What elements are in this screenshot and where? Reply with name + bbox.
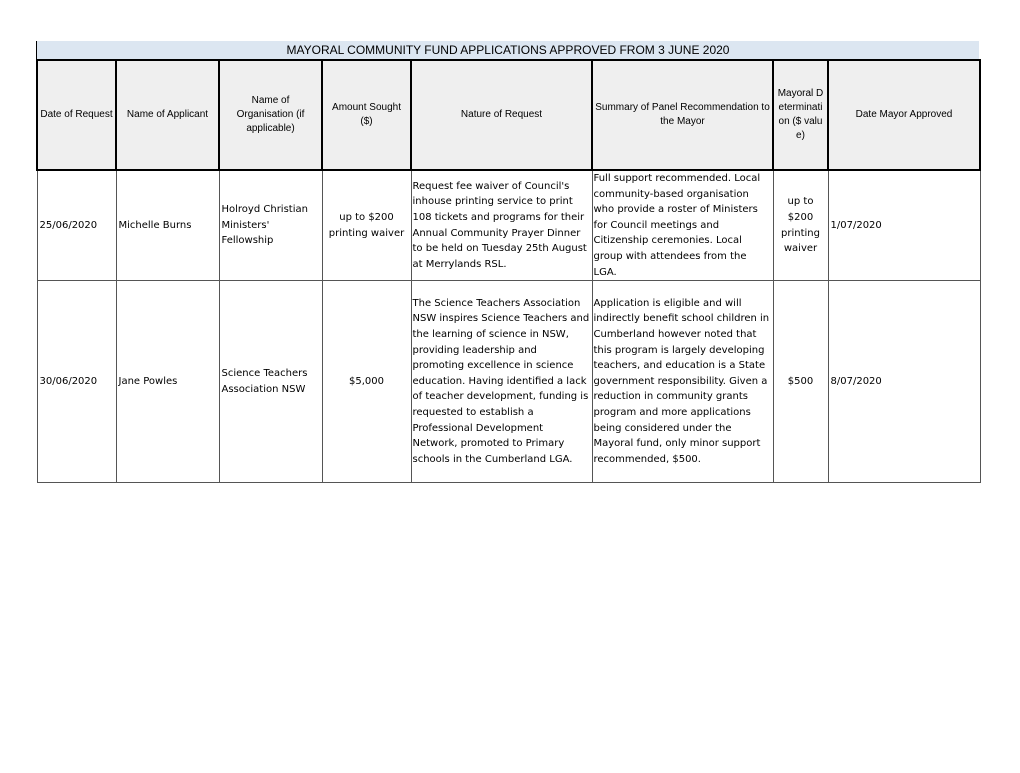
table-row [37, 281, 980, 483]
cell-nature-of-request: The Science Teachers Association NSW inspires Science Teachers and the learning of science in NSW, providing leadership and promoting excellence in science education. Having identified a lack of teacher development, funding is requested to establish a Professional Development Network, promoted to Primary schools in the Cumberland LGA. [411, 281, 592, 483]
header-date-mayor-approved: Date Mayor Approved [828, 60, 980, 170]
cell-date-mayor-approved: 1/07/2020 [828, 170, 980, 281]
cell-date-of-request: 30/06/2020 [37, 281, 116, 483]
header-panel-summary: Summary of Panel Recommendation to the Mayor [592, 60, 773, 170]
cell-organisation: Science Teachers Association NSW [219, 281, 322, 483]
header-row [37, 60, 980, 170]
cell-nature-of-request: Request fee waiver of Council's inhouse printing service to print 108 tickets and programs for their Annual Community Prayer Dinner to be held on Tuesday 25th August at Merrylands RSL. [411, 170, 592, 281]
table-title: MAYORAL COMMUNITY FUND APPLICATIONS APPROVED FROM 3 JUNE 2020 [36, 41, 979, 59]
cell-panel-summary: Full support recommended. Local community-based organisation who provide a roster of Ministers for Council meetings and Citizenship ceremonies. Local group with attendees from the LGA. [592, 170, 773, 281]
header-name-of-organisation: Name of Organisation (if applicable) [219, 60, 322, 170]
cell-amount-sought: up to $200 printing waiver [322, 170, 411, 281]
cell-organisation: Holroyd Christian Ministers' Fellowship [219, 170, 322, 281]
cell-applicant: Michelle Burns [116, 170, 219, 281]
cell-panel-summary: Application is eligible and will indirectly benefit school children in Cumberland however noted that this program is largely developing teachers, and education is a State government responsibility. Given a reduction in community grants program and more applications being considered under the Mayoral fund, only minor support recommended, $500. [592, 281, 773, 483]
header-mayoral-determination: Mayoral Determination ($ value) [773, 60, 828, 170]
cell-mayoral-determination: $500 [773, 281, 828, 483]
cell-date-mayor-approved: 8/07/2020 [828, 281, 980, 483]
cell-amount-sought: $5,000 [322, 281, 411, 483]
cell-applicant: Jane Powles [116, 281, 219, 483]
header-date-of-request: Date of Request [37, 60, 116, 170]
spreadsheet [36, 41, 979, 483]
applications-table [36, 59, 981, 483]
cell-mayoral-determination: up to $200 printing waiver [773, 170, 828, 281]
header-name-of-applicant: Name of Applicant [116, 60, 219, 170]
header-nature-of-request: Nature of Request [411, 60, 592, 170]
table-row [37, 170, 980, 281]
header-amount-sought: Amount Sought ($) [322, 60, 411, 170]
cell-date-of-request: 25/06/2020 [37, 170, 116, 281]
